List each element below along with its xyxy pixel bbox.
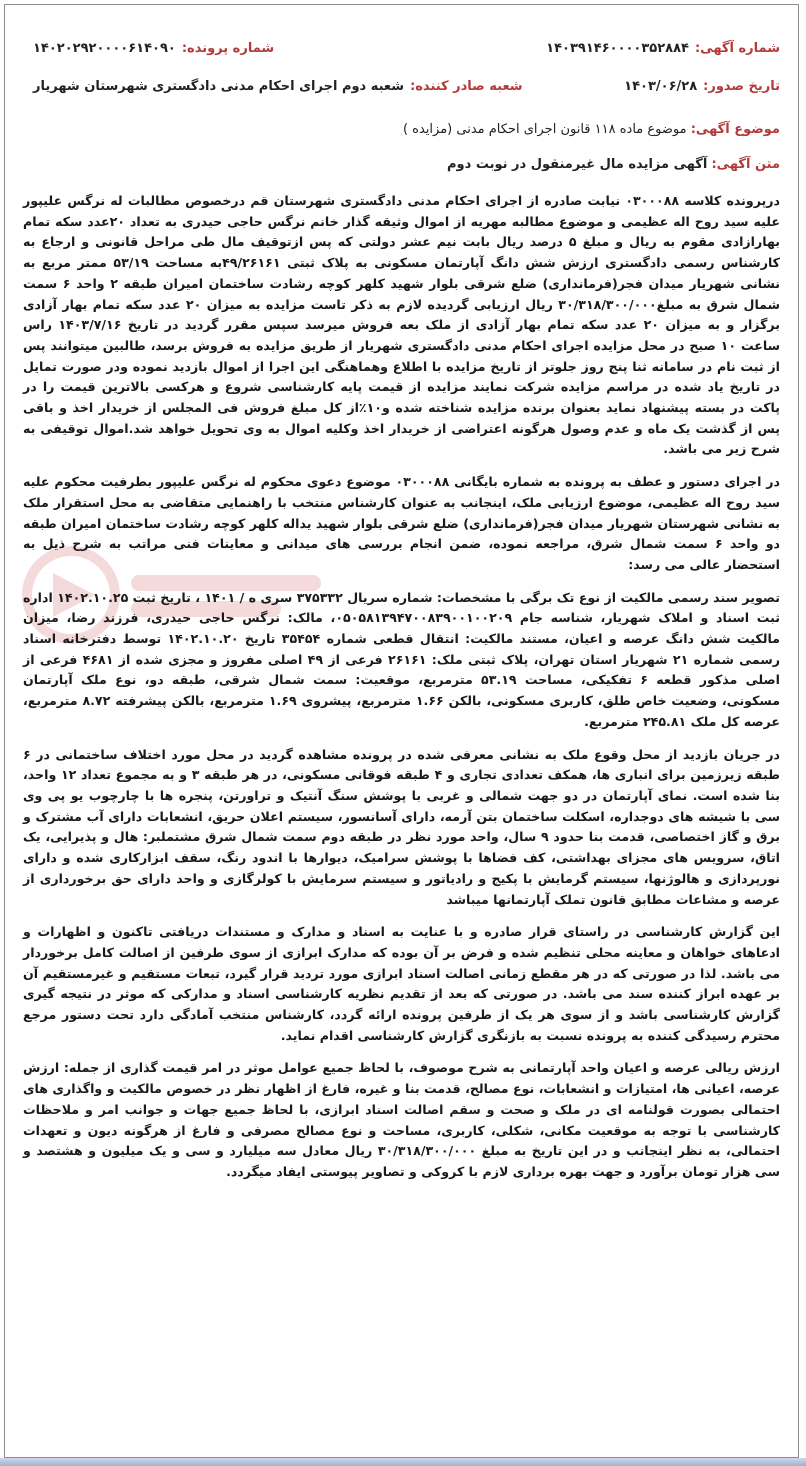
text-label: متن آگهی: xyxy=(711,157,780,172)
ad-number xyxy=(546,41,780,56)
text-title: آگهی مزایده مال غیرمنقول در نوبت دوم xyxy=(447,157,708,172)
ad-number-value: ۱۴۰۳۹۱۴۶۰۰۰۰۳۵۲۸۸۴ xyxy=(546,40,689,56)
subject-label: موضوع آگهی: xyxy=(690,122,780,137)
case-number xyxy=(33,41,274,56)
issuer-value: شعبه دوم اجرای احکام مدنی دادگستری شهرستان شهریار xyxy=(33,78,405,94)
paragraph-site-visit: در جریان بازدید از محل وقوع ملک به نشانی معرفی شده در پرونده مشاهده گردید در محل مورد اختلاف ساختمانی در ۶ طبقه زیرزمین برای انباری ها، همکف تعدادی تجاری و ۴ طبقه فوقانی مسکونی، در هر طبقه ۳ و به مجموع تعداد ۱۲ واحد، بنا شده است. نمای آپارتمان در دو جهت شمالی و غربی با پوشش سنگ آنتیک و تراورتن، پنجره ها با چارچوب یو پی وی سی با شیشه های دوجداره، اسکلت ساختمان بتن آرمه، دارای آسانسور، سیستم اعلان حریق، انشعابات دارای آب مشترک و برق و گاز اختصاصی، قدمت بنا حدود ۹ سال، واحد مورد نظر در طبقه دوم سمت شمال شرق مشتملبر: هال و پذیرایی، یک اتاق، سرویس های مجزای بهداشتی، کف فضاها با پوشش سرامیک، دیوارها با اندود رنگ، سقف ابزارکاری شده و دارای نورپردازی و هالوژنها، سیستم گرمایش با پکیج و رادیاتور و سیستم سرمایش با کولرگازی و واحد دارای حق برخورداری از عرصه و مشاعات مطابق قانون تملک آپارتمانها میباشد xyxy=(23,746,781,907)
paragraph-disclaimer: این گزارش کارشناسی در راستای قرار صادره و با عنایت به اسناد و مدارک و مستندات دریافتی تاکنون و اظهارات و ادعاهای خواهان و معاینه محلی تنظیم شده و فرض بر آن بوده که مدارک ابرازی از سوی طرفین از اصالت کامل برخوردار می باشد. لذا در صورتی که در هر مقطع زمانی اصالت اسناد ابرازی مورد تردید قرار گیرد، تبعات مستقیم و غیرمستقیم آن بر عهده ابراز کننده سند می باشد. در صورتی که بعد از تقدیم نظریه کارشناسی اسناد و مدارکی که موثر در نتیجه گیری گزارش کارشناسی باشد و از سوی هر یک از طرفین پرونده ارائه گردد، کارشناس منتخب آمادگی دارد تحت دستور مرجع محترم رسیدگی کننده به پرونده نسبت به بازنگری گزارش کارشناسی اقدام نماید. xyxy=(23,924,780,1043)
ad-number-label: شماره آگهی: xyxy=(694,40,780,56)
paragraph-auction-notice: درپرونده کلاسه ۰۳۰۰۰۸۸ نیابت صادره از اجرای احکام مدنی دادگستری شهرستان قم درخصوص مطالبات له نرگس علیپور علیه سید روح اله عظیمی و موضوع مطالبه مهریه از اموال وثیقه گذار خانم نرگس حاجی حیدری به تعداد ۲۰عدد سکه تمام بهارازادی مقوم به ریال و مبلغ ۵ درصد ریال بابت نیم عشر دولتی که پس ازتوقیف مال طی مراحل قانونی و ارجاع به کارشناس رسمی دادگستری ارزش شش دانگ آپارتمان مسکونی به پلاک ثبتی ۴۹/۲۶۱۶۱به مساحت ۵۳/۱۹ ممتر مربع به نشانی شهریار میدان فجر(فرمانداری) ضلع شرقی بلوار شهید کلهر کوچه رشادت ساختمان امیران طبقه ۲ واحد ۶ سمت شمال شرق به مبلغ۳۰/۳۱۸/۳۰۰/۰۰۰ ریال ارزیابی گردیده لازم به ذکر تاست مزایده به میزان ۲۰ عدد سکه تمام بهار آزادی برگزار و به میزان ۲۰ عدد سکه تمام بهار آزادی از ملک بعه فروش میرسد سپس مقرر گردید در تاریخ ۱۴۰۳/۷/۱۶ راس ساعت ۱۰ صبح در محل مزایده اجرای احکام مدنی دادگستری شهریار از طریق مزایده به فروش برسد، طالبین میتوانند پس از ثبت نام در سامانه ثنا پنج روز جلوتر از تاریخ مزایده با اطلاع وهماهنگی این اجرا از اموال بازدید نموده ودر صورت تمایل در تاریخ یاد شده در مراسم مزایده شرکت نمایند مزایده از قیمت پایه کارشناسی شروع و هرکسی بالاترین قیمت را در پاکت در بسته پیشنهاد نماید بعنوان برنده مزایده شناخته شده و۱۰٪از کل مبلغ فروش فی المجلس از خریدار اخذ و باقی پس از گذشت یک ماه و عدم وصول هرگونه اعتراضی از خریدار اخذ وکلیه اموال به وی تحویل خواهد شد.اموال توقیفی به شرح زیر می باشد. xyxy=(23,193,781,457)
paragraph-deed-details: تصویر سند رسمی مالکیت از نوع تک برگی با مشخصات: شماره سریال ۳۷۵۳۳۲ سری ه / ۱۴۰۱ ، تاریخ ثبت ۱۴۰۲.۱۰.۲۵ اداره ثبت اسناد و املاک شهریار، شناسه جام ۰۵۰۵۸۱۳۹۴۷۰۰۸۳۹۰۰۱۰۰۲۰۹، مالک: نرگس حاجی حیدری، فرزند رضا، میزان مالکیت شش دانگ عرصه و اعیان، مستند مالکیت: انتقال قطعی شماره ۳۵۴۵۴ تاریخ ۱۴۰۲.۱۰.۲۰ توسط دفترخانه اسناد رسمی شماره ۲۱ شهریار استان تهران، پلاک ثبتی ملک: ۲۶۱۶۱ فرعی از ۴۹ اصلی مفروز و مجزی شده از ۴۶۸۱ فرعی از اصلی مذکور قطعه ۶ تفکیکی، مساحت ۵۳.۱۹ مترمربع، موقعیت: سمت شمال شرقی، طبقه دو، نوع ملک آپارتمان مسکونی، وضعیت خاص طلق، کاربری مسکونی، بالکن ۱.۶۶ مترمربع، پیشروی ۱.۶۹ مترمربع، بالکن پیشرفته ۸.۷۲ مترمربع، عرصه کل ملک ۲۴۵.۸۱ مترمربع. xyxy=(23,589,781,729)
subject-value: موضوع ماده ۱۱۸ قانون اجرای احکام مدنی (مزایده ) xyxy=(402,122,687,137)
text-title-row xyxy=(23,157,780,172)
paragraph-assignment: در اجرای دستور و عطف به پرونده به شماره بایگانی ۰۳۰۰۰۸۸ موضوع دعوی محکوم له نرگس علیپور بطرفیت محکوم علیه سید روح اله عظیمی، موضوع ارزیابی ملک، اینجانب به عنوان کارشناس منتخب با راهنمایی متقاضی به محل استقرار ملک به نشانی شهرستان شهریار میدان فجر(فرمانداری) ضلع شرقی بلوار شهید یداله کلهر کوچه رشادت ساختمان امیران طبقه دو واحد ۶ سمت شمال شرق، مراجعه نموده، ضمن انجام بررسی های میدانی و معاینات فنی مراتب به شرح ذیل به استحضار عالی می رسد: xyxy=(23,474,780,572)
paragraph-valuation: ارزش ریالی عرصه و اعیان واحد آپارتمانی به شرح موصوف، با لحاظ جمیع عوامل موثر در امر قیمت گذاری از جمله: ارزش عرصه، اعیانی ها، امتیازات و انشعابات، نوع مصالح، قدمت بنا و غیره، فارغ از اظهار نظر در خصوص مالکیت و واگذاری های احتمالی بصورت قولنامه ای در ملک و صحت و سقم اصالت اسناد ابرازی، با لحاظ جمیع جهات و جوانب امر و ملاحظات کارشناسی با توجه به موقعیت مکانی، شکلی، کاربری، مساحت و نوع مصالح مصرفی و فارغ از هرگونه دیون و تعهدات احتمالی، به نظر اینجانب و در این تاریخ به مبلغ ۳۰/۳۱۸/۳۰۰/۰۰۰ ریال معادل سه میلیارد و سی و یک میلیون و هشتصد و سی هزار تومان برآورد و جهت بهره برداری لازم با کروکی و تصاویر پیوستی ایفاد میگردد. xyxy=(23,1060,780,1179)
issuer xyxy=(33,79,523,94)
issue-date xyxy=(624,79,780,94)
issue-date-value: ۱۴۰۳/۰۶/۲۸ xyxy=(624,78,698,94)
case-number-value: ۱۴۰۲۰۲۹۲۰۰۰۰۶۱۴۰۹۰ xyxy=(33,40,176,56)
case-number-label: شماره پرونده: xyxy=(181,40,275,56)
issuer-label: شعبه صادر کننده: xyxy=(410,78,523,94)
ad-body xyxy=(23,191,780,1195)
header-row-1 xyxy=(23,36,780,60)
issue-date-label: تاریخ صدور: xyxy=(703,78,780,94)
bottom-strip xyxy=(0,1458,806,1466)
subject-row xyxy=(23,122,780,137)
ad-document xyxy=(4,4,799,1458)
header-row-2 xyxy=(23,74,780,98)
